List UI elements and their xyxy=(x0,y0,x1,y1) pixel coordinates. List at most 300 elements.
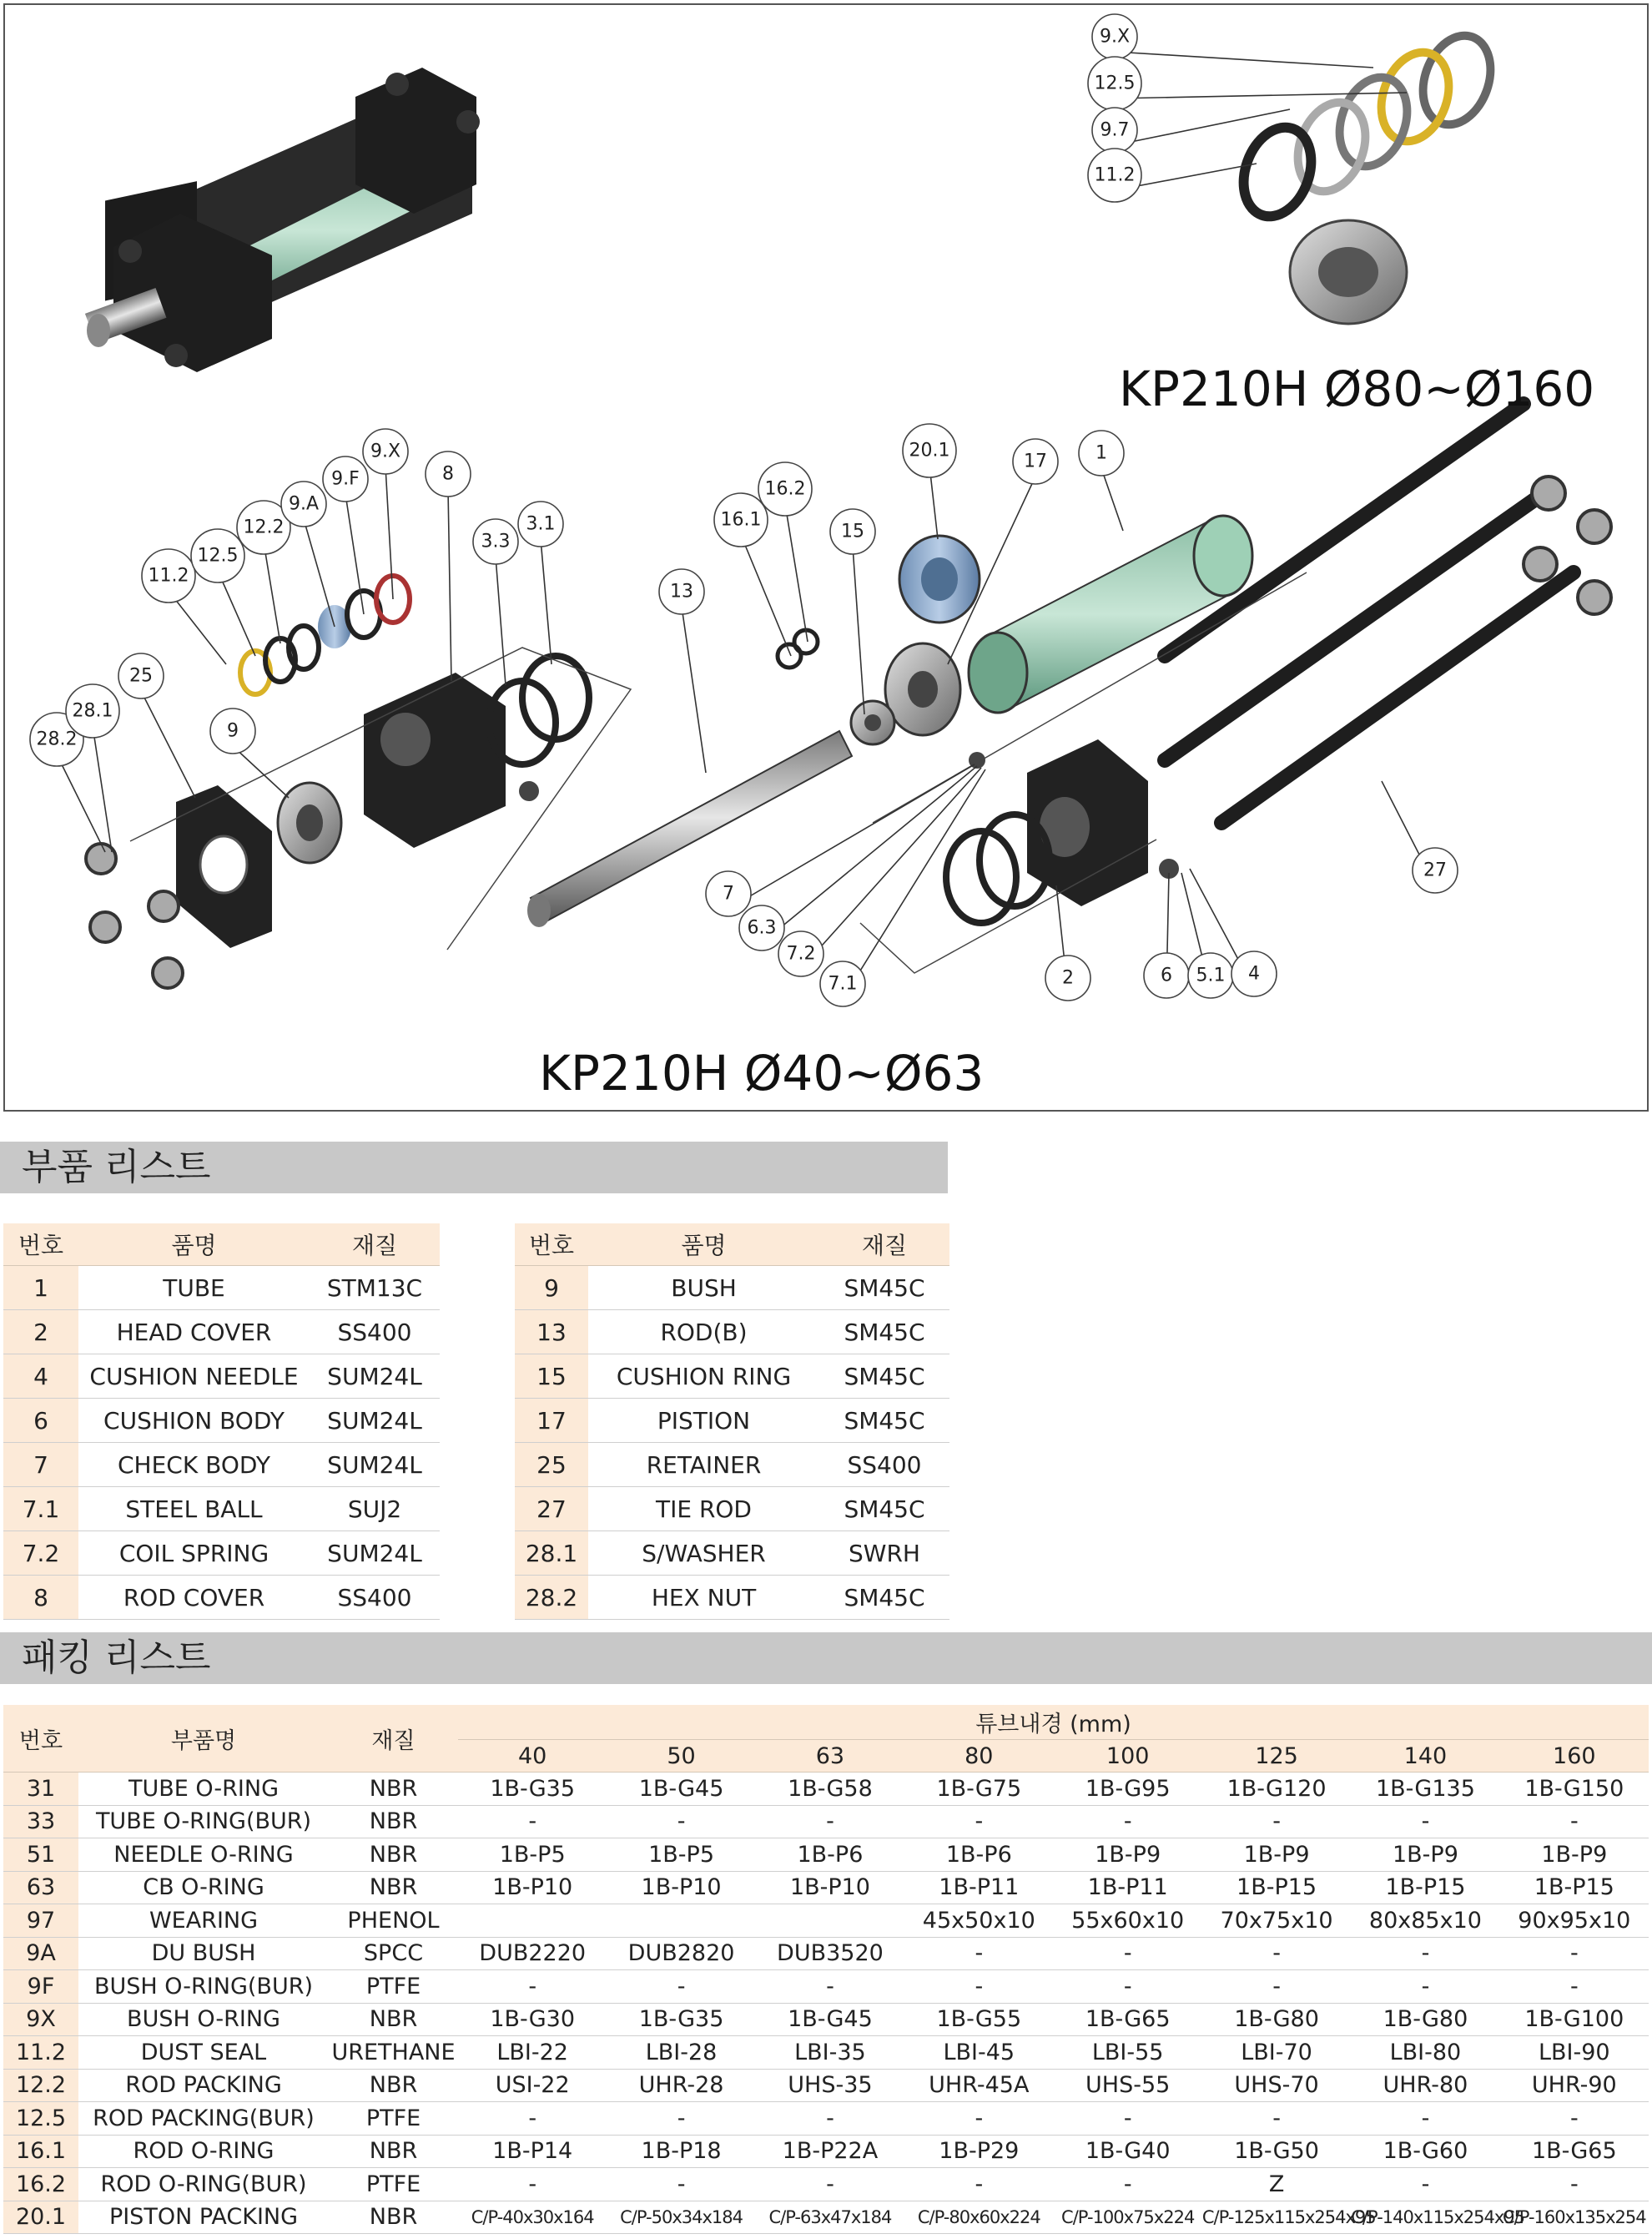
packing-size: LBI-70 xyxy=(1202,2036,1351,2070)
packing-size xyxy=(458,1904,607,1938)
packing-size: - xyxy=(607,1970,755,2004)
packing-material: NBR xyxy=(329,2201,458,2234)
retainer-and-nuts-drawing xyxy=(86,783,341,988)
packing-size: 1B-G45 xyxy=(756,2003,904,2036)
packing-size: USI-22 xyxy=(458,2069,607,2102)
packing-size: UHR-45A xyxy=(904,2069,1053,2102)
callout-label: 11.2 xyxy=(148,565,189,587)
exploded-assembly-diagram xyxy=(3,3,1649,1112)
packing-size: LBI-22 xyxy=(458,2036,607,2070)
callout-label: 2 xyxy=(1062,967,1074,989)
packing-size: 1B-G135 xyxy=(1351,1773,1499,1806)
parts-row xyxy=(515,1354,949,1399)
leader-line xyxy=(853,547,864,714)
parts-row xyxy=(515,1531,949,1576)
leader-line xyxy=(264,542,280,643)
packing-size: 1B-P18 xyxy=(607,2135,755,2168)
packing-row xyxy=(3,1838,1649,1872)
part-material: SM45C xyxy=(819,1354,949,1399)
packing-material: NBR xyxy=(329,1805,458,1838)
col-header-part-name: 품명 xyxy=(588,1223,819,1266)
col-header-material: 재질 xyxy=(310,1223,440,1266)
callout-label: 7 xyxy=(723,883,734,905)
part-name: ROD(B) xyxy=(588,1310,819,1354)
packing-row xyxy=(3,1871,1649,1904)
packing-size: 1B-P22A xyxy=(756,2135,904,2168)
part-number: 15 xyxy=(515,1354,588,1399)
callout-label: 28.1 xyxy=(72,700,113,722)
leader-line xyxy=(1115,52,1373,68)
part-material: SWRH xyxy=(819,1531,949,1576)
packing-size: - xyxy=(458,1970,607,2004)
part-name: CUSHION RING xyxy=(588,1354,819,1399)
packing-size: 1B-P15 xyxy=(1500,1871,1649,1904)
part-number: 13 xyxy=(515,1310,588,1354)
leader-line xyxy=(843,769,985,999)
packing-size: Z xyxy=(1202,2168,1351,2201)
parts-row xyxy=(3,1531,440,1576)
col-header-number: 번호 xyxy=(3,1223,78,1266)
packing-size: DUB3520 xyxy=(756,1937,904,1970)
parts-table-header-row xyxy=(515,1223,949,1266)
diagram-svg xyxy=(5,5,1647,1110)
part-number: 4 xyxy=(3,1354,78,1399)
packing-size: - xyxy=(1054,2168,1202,2201)
part-name: COIL SPRING xyxy=(78,1531,310,1576)
callout-label: 6.3 xyxy=(747,917,777,939)
part-name: TIE ROD xyxy=(588,1487,819,1531)
leader-line xyxy=(233,746,289,798)
col-header-bore: 100 xyxy=(1054,1740,1202,1773)
packing-size: 1B-G55 xyxy=(904,2003,1053,2036)
packing-size: 1B-P11 xyxy=(1054,1871,1202,1904)
col-header-number: 번호 xyxy=(515,1223,588,1266)
packing-size: - xyxy=(1202,1970,1351,2004)
packing-size: - xyxy=(1351,1937,1499,1970)
packing-size: - xyxy=(1202,1937,1351,1970)
packing-size: - xyxy=(1500,1970,1649,2004)
callout-label: 17 xyxy=(1024,451,1047,472)
packing-size: 1B-P11 xyxy=(904,1871,1053,1904)
packing-size: - xyxy=(1054,2102,1202,2136)
part-number: 9 xyxy=(515,1266,588,1310)
packing-size: 1B-G75 xyxy=(904,1773,1053,1806)
callout-label: 9.A xyxy=(288,493,320,515)
packing-row xyxy=(3,2201,1649,2234)
packing-size: LBI-28 xyxy=(607,2036,755,2070)
packing-size: - xyxy=(1202,1805,1351,1838)
packing-size: - xyxy=(458,1805,607,1838)
callout-label: 11.2 xyxy=(1094,164,1136,186)
callout-label: 12.2 xyxy=(243,517,285,538)
part-number: 28.1 xyxy=(515,1531,588,1576)
parts-table-left xyxy=(3,1223,440,1620)
leader-line xyxy=(496,557,506,685)
packing-size: 1B-P29 xyxy=(904,2135,1053,2168)
parts-row xyxy=(3,1354,440,1399)
piston-seal-set-drawing xyxy=(1231,26,1502,324)
packing-size: - xyxy=(1500,2102,1649,2136)
packing-material: NBR xyxy=(329,1871,458,1904)
part-number: 2 xyxy=(3,1310,78,1354)
packing-size: - xyxy=(1351,2168,1499,2201)
packing-size: LBI-90 xyxy=(1500,2036,1649,2070)
packing-row xyxy=(3,2036,1649,2070)
packing-part-name: TUBE O-RING xyxy=(78,1773,329,1806)
parts-row xyxy=(515,1443,949,1487)
callout-label: 25 xyxy=(129,665,153,687)
part-name: PISTION xyxy=(588,1399,819,1443)
callout-label: 9.F xyxy=(331,468,360,490)
callout-label: 20.1 xyxy=(909,440,950,461)
parts-row xyxy=(3,1266,440,1310)
packing-table xyxy=(3,1705,1649,2234)
packing-row xyxy=(3,2102,1649,2136)
packing-size: - xyxy=(1500,1805,1649,1838)
packing-number: 16.1 xyxy=(3,2135,78,2168)
parts-row xyxy=(515,1310,949,1354)
leader-line xyxy=(141,691,195,798)
part-material: STM13C xyxy=(310,1266,440,1310)
leader-line xyxy=(304,519,335,627)
part-number: 8 xyxy=(3,1576,78,1620)
part-name: RETAINER xyxy=(588,1443,819,1487)
col-header-bore: 160 xyxy=(1500,1740,1649,1773)
part-name: TUBE xyxy=(78,1266,310,1310)
packing-size: - xyxy=(607,1805,755,1838)
part-number: 7 xyxy=(3,1443,78,1487)
part-number: 28.2 xyxy=(515,1576,588,1620)
packing-size: 1B-P14 xyxy=(458,2135,607,2168)
packing-size: - xyxy=(1351,1970,1499,2004)
packing-size: - xyxy=(1054,1970,1202,2004)
packing-size: - xyxy=(1054,1937,1202,1970)
rod-cover-drawing xyxy=(364,656,589,848)
packing-size: - xyxy=(1500,1937,1649,1970)
packing-size: UHR-90 xyxy=(1500,2069,1649,2102)
packing-size: 1B-P9 xyxy=(1054,1838,1202,1872)
col-header-bore: 125 xyxy=(1202,1740,1351,1773)
packing-row xyxy=(3,1904,1649,1938)
parts-row xyxy=(515,1399,949,1443)
parts-list-header: 부품 리스트 xyxy=(0,1142,948,1193)
packing-size: UHS-55 xyxy=(1054,2069,1202,2102)
packing-size: - xyxy=(904,2102,1053,2136)
packing-row xyxy=(3,2168,1649,2201)
packing-size: C/P-40x30x164 xyxy=(458,2201,607,2234)
packing-number: 20.1 xyxy=(3,2201,78,2234)
packing-size: UHR-28 xyxy=(607,2069,755,2102)
callout-label: 6 xyxy=(1161,965,1172,986)
leader-line xyxy=(541,539,552,664)
part-number: 7.2 xyxy=(3,1531,78,1576)
callout-label: 3.3 xyxy=(481,531,511,552)
packing-size: 1B-P5 xyxy=(458,1838,607,1872)
parts-row xyxy=(3,1399,440,1443)
col-header-bore: 50 xyxy=(607,1740,755,1773)
callout-label: 16.2 xyxy=(764,478,806,500)
callout-label: 4 xyxy=(1248,963,1260,985)
part-number: 7.1 xyxy=(3,1487,78,1531)
packing-header-row-1 xyxy=(3,1705,1649,1740)
packing-size: C/P-100x75x224 xyxy=(1054,2201,1202,2234)
leader-line xyxy=(1101,468,1123,531)
packing-size: - xyxy=(607,2102,755,2136)
packing-part-name: BUSH O-RING(BUR) xyxy=(78,1970,329,2004)
packing-size: 1B-G150 xyxy=(1500,1773,1649,1806)
packing-list-header: 패킹 리스트 xyxy=(0,1632,1652,1684)
part-number: 1 xyxy=(3,1266,78,1310)
packing-row xyxy=(3,1773,1649,1806)
leader-line xyxy=(785,504,808,642)
packing-part-name: NEEDLE O-RING xyxy=(78,1838,329,1872)
packing-material: SPCC xyxy=(329,1937,458,1970)
packing-size xyxy=(607,1904,755,1938)
col-header-bore: 80 xyxy=(904,1740,1053,1773)
packing-size: 1B-G80 xyxy=(1351,2003,1499,2036)
leader-line xyxy=(741,535,791,656)
packing-size: 1B-G35 xyxy=(607,2003,755,2036)
packing-size: - xyxy=(756,2168,904,2201)
packing-size: - xyxy=(904,1805,1053,1838)
part-material: SS400 xyxy=(819,1443,949,1487)
packing-size: - xyxy=(1351,2102,1499,2136)
packing-size: - xyxy=(1202,2102,1351,2136)
packing-size: 55x60x10 xyxy=(1054,1904,1202,1938)
parts-row xyxy=(515,1487,949,1531)
packing-material: PTFE xyxy=(329,1970,458,2004)
part-material: SUM24L xyxy=(310,1531,440,1576)
packing-material: NBR xyxy=(329,1838,458,1872)
part-number: 6 xyxy=(3,1399,78,1443)
packing-size: 1B-P15 xyxy=(1351,1871,1499,1904)
packing-size: UHS-70 xyxy=(1202,2069,1351,2102)
packing-size: 1B-G50 xyxy=(1202,2135,1351,2168)
packing-part-name: DU BUSH xyxy=(78,1937,329,1970)
packing-part-name: CB O-RING xyxy=(78,1871,329,1904)
packing-part-name: ROD O-RING xyxy=(78,2135,329,2168)
callout-label: 9 xyxy=(227,720,239,742)
part-name: ROD COVER xyxy=(78,1576,310,1620)
part-material: SUM24L xyxy=(310,1354,440,1399)
part-name: BUSH xyxy=(588,1266,819,1310)
callout-label: 15 xyxy=(841,521,864,542)
packing-size: 70x75x10 xyxy=(1202,1904,1351,1938)
packing-part-name: ROD PACKING(BUR) xyxy=(78,2102,329,2136)
packing-row xyxy=(3,1805,1649,1838)
packing-size: - xyxy=(756,1970,904,2004)
packing-part-name: WEARING xyxy=(78,1904,329,1938)
callout-label: 1 xyxy=(1095,442,1107,464)
packing-row xyxy=(3,2003,1649,2036)
parts-row xyxy=(3,1487,440,1531)
col-header-number: 번호 xyxy=(3,1705,78,1773)
parts-row xyxy=(3,1310,440,1354)
packing-size: 1B-G95 xyxy=(1054,1773,1202,1806)
packing-size: 1B-G45 xyxy=(607,1773,755,1806)
packing-number: 97 xyxy=(3,1904,78,1938)
callout-label: 7.2 xyxy=(786,943,816,965)
packing-material: NBR xyxy=(329,2003,458,2036)
packing-size: C/P-125x115x254x95 xyxy=(1202,2201,1351,2234)
part-material: SM45C xyxy=(819,1310,949,1354)
part-number: 25 xyxy=(515,1443,588,1487)
part-name: HEX NUT xyxy=(588,1576,819,1620)
part-material: SM45C xyxy=(819,1399,949,1443)
parts-row xyxy=(3,1443,440,1487)
parts-table-header-row xyxy=(3,1223,440,1266)
packing-number: 9F xyxy=(3,1970,78,2004)
callout-label: 16.1 xyxy=(720,509,762,531)
leader-line xyxy=(762,766,977,943)
part-name: CHECK BODY xyxy=(78,1443,310,1487)
packing-material: PTFE xyxy=(329,2168,458,2201)
part-name: STEEL BALL xyxy=(78,1487,310,1531)
packing-size: 1B-G58 xyxy=(756,1773,904,1806)
part-name: CUSHION NEEDLE xyxy=(78,1354,310,1399)
packing-size: 1B-G60 xyxy=(1351,2135,1499,2168)
leader-line xyxy=(57,754,105,852)
part-material: SS400 xyxy=(310,1576,440,1620)
packing-size: 1B-P10 xyxy=(607,1871,755,1904)
packing-number: 12.2 xyxy=(3,2069,78,2102)
callout-label: 13 xyxy=(670,581,693,603)
leader-line xyxy=(801,768,981,969)
packing-size: 1B-P9 xyxy=(1351,1838,1499,1872)
packing-material: PHENOL xyxy=(329,1904,458,1938)
packing-row xyxy=(3,1970,1649,2004)
packing-size: 90x95x10 xyxy=(1500,1904,1649,1938)
col-header-part-name: 부품명 xyxy=(78,1705,329,1773)
packing-size: UHS-35 xyxy=(756,2069,904,2102)
part-number: 27 xyxy=(515,1487,588,1531)
packing-size: 1B-P9 xyxy=(1202,1838,1351,1872)
packing-size: LBI-45 xyxy=(904,2036,1053,2070)
packing-size: - xyxy=(1054,1805,1202,1838)
leader-line xyxy=(448,489,451,681)
packing-size: 1B-G120 xyxy=(1202,1773,1351,1806)
packing-part-name: ROD O-RING(BUR) xyxy=(78,2168,329,2201)
packing-part-name: TUBE O-RING(BUR) xyxy=(78,1805,329,1838)
packing-size: C/P-63x47x184 xyxy=(756,2201,904,2234)
callout-label: 12.5 xyxy=(1094,73,1136,94)
assembled-cylinder-drawing xyxy=(85,68,480,372)
packing-size: - xyxy=(458,2168,607,2201)
callout-label: 9.7 xyxy=(1100,119,1130,141)
packing-row xyxy=(3,2135,1649,2168)
parts-row xyxy=(515,1576,949,1620)
part-name: S/WASHER xyxy=(588,1531,819,1576)
packing-size: 1B-G65 xyxy=(1500,2135,1649,2168)
packing-part-name: DUST SEAL xyxy=(78,2036,329,2070)
packing-size: LBI-80 xyxy=(1351,2036,1499,2070)
packing-size: 1B-P10 xyxy=(756,1871,904,1904)
packing-size xyxy=(756,1904,904,1938)
packing-number: 9X xyxy=(3,2003,78,2036)
packing-size: - xyxy=(1351,1805,1499,1838)
packing-size: 1B-P10 xyxy=(458,1871,607,1904)
model-title-large-bore: KP210H Ø80~Ø160 xyxy=(1119,361,1595,417)
packing-size: - xyxy=(904,2168,1053,2201)
packing-number: 51 xyxy=(3,1838,78,1872)
packing-size: 1B-G65 xyxy=(1054,2003,1202,2036)
part-material: SUM24L xyxy=(310,1399,440,1443)
packing-material: NBR xyxy=(329,2069,458,2102)
part-material: SUJ2 xyxy=(310,1487,440,1531)
packing-size: LBI-35 xyxy=(756,2036,904,2070)
col-header-bore: 40 xyxy=(458,1740,607,1773)
packing-size: LBI-55 xyxy=(1054,2036,1202,2070)
packing-size: - xyxy=(1500,2168,1649,2201)
part-number: 17 xyxy=(515,1399,588,1443)
packing-material: URETHANE xyxy=(329,2036,458,2070)
packing-size: - xyxy=(458,2102,607,2136)
callout-label: 5.1 xyxy=(1196,965,1226,986)
packing-size: 1B-P5 xyxy=(607,1838,755,1872)
packing-size: 1B-G100 xyxy=(1500,2003,1649,2036)
packing-size: DUB2820 xyxy=(607,1937,755,1970)
packing-part-name: BUSH O-RING xyxy=(78,2003,329,2036)
packing-size: 1B-P6 xyxy=(756,1838,904,1872)
col-header-bore: 63 xyxy=(756,1740,904,1773)
parts-row xyxy=(515,1266,949,1310)
packing-size: 1B-G80 xyxy=(1202,2003,1351,2036)
leader-line xyxy=(1115,93,1407,98)
callout-label: 7.1 xyxy=(828,973,858,995)
model-title-small-bore: KP210H Ø40~Ø63 xyxy=(539,1045,985,1102)
packing-size: 1B-P15 xyxy=(1202,1871,1351,1904)
packing-row xyxy=(3,2069,1649,2102)
packing-number: 16.2 xyxy=(3,2168,78,2201)
packing-number: 9A xyxy=(3,1937,78,1970)
packing-number: 33 xyxy=(3,1805,78,1838)
leader-line xyxy=(682,607,706,773)
part-name: HEAD COVER xyxy=(78,1310,310,1354)
packing-number: 31 xyxy=(3,1773,78,1806)
packing-size: 1B-P6 xyxy=(904,1838,1053,1872)
packing-part-name: ROD PACKING xyxy=(78,2069,329,2102)
parts-table-right xyxy=(515,1223,949,1620)
packing-size: C/P-140x115x254x95 xyxy=(1351,2201,1499,2234)
part-material: SUM24L xyxy=(310,1443,440,1487)
packing-size: - xyxy=(607,2168,755,2201)
callout-label: 9.X xyxy=(1099,26,1131,48)
packing-size: 1B-P9 xyxy=(1500,1838,1649,1872)
col-header-tube-bore: 튜브내경 (mm) xyxy=(458,1705,1649,1740)
packing-size: C/P-160x135x254 xyxy=(1500,2201,1649,2234)
callout-label: 9.X xyxy=(370,441,401,462)
tie-rods-drawing xyxy=(1165,404,1611,823)
callout-label: 12.5 xyxy=(197,545,239,567)
packing-material: PTFE xyxy=(329,2102,458,2136)
part-material: SM45C xyxy=(819,1487,949,1531)
packing-size: 1B-G35 xyxy=(458,1773,607,1806)
packing-size: - xyxy=(756,1805,904,1838)
packing-size: 1B-G40 xyxy=(1054,2135,1202,2168)
packing-size: DUB2220 xyxy=(458,1937,607,1970)
col-header-bore: 140 xyxy=(1351,1740,1499,1773)
leader-line xyxy=(169,591,226,664)
col-header-material: 재질 xyxy=(329,1705,458,1773)
callout-label: 27 xyxy=(1423,860,1447,881)
packing-size: C/P-50x34x184 xyxy=(607,2201,755,2234)
part-name: CUSHION BODY xyxy=(78,1399,310,1443)
packing-material: NBR xyxy=(329,2135,458,2168)
packing-row xyxy=(3,1937,1649,1970)
packing-part-name: PISTON PACKING xyxy=(78,2201,329,2234)
callout-label: 3.1 xyxy=(526,513,556,535)
packing-size: 45x50x10 xyxy=(904,1904,1053,1938)
